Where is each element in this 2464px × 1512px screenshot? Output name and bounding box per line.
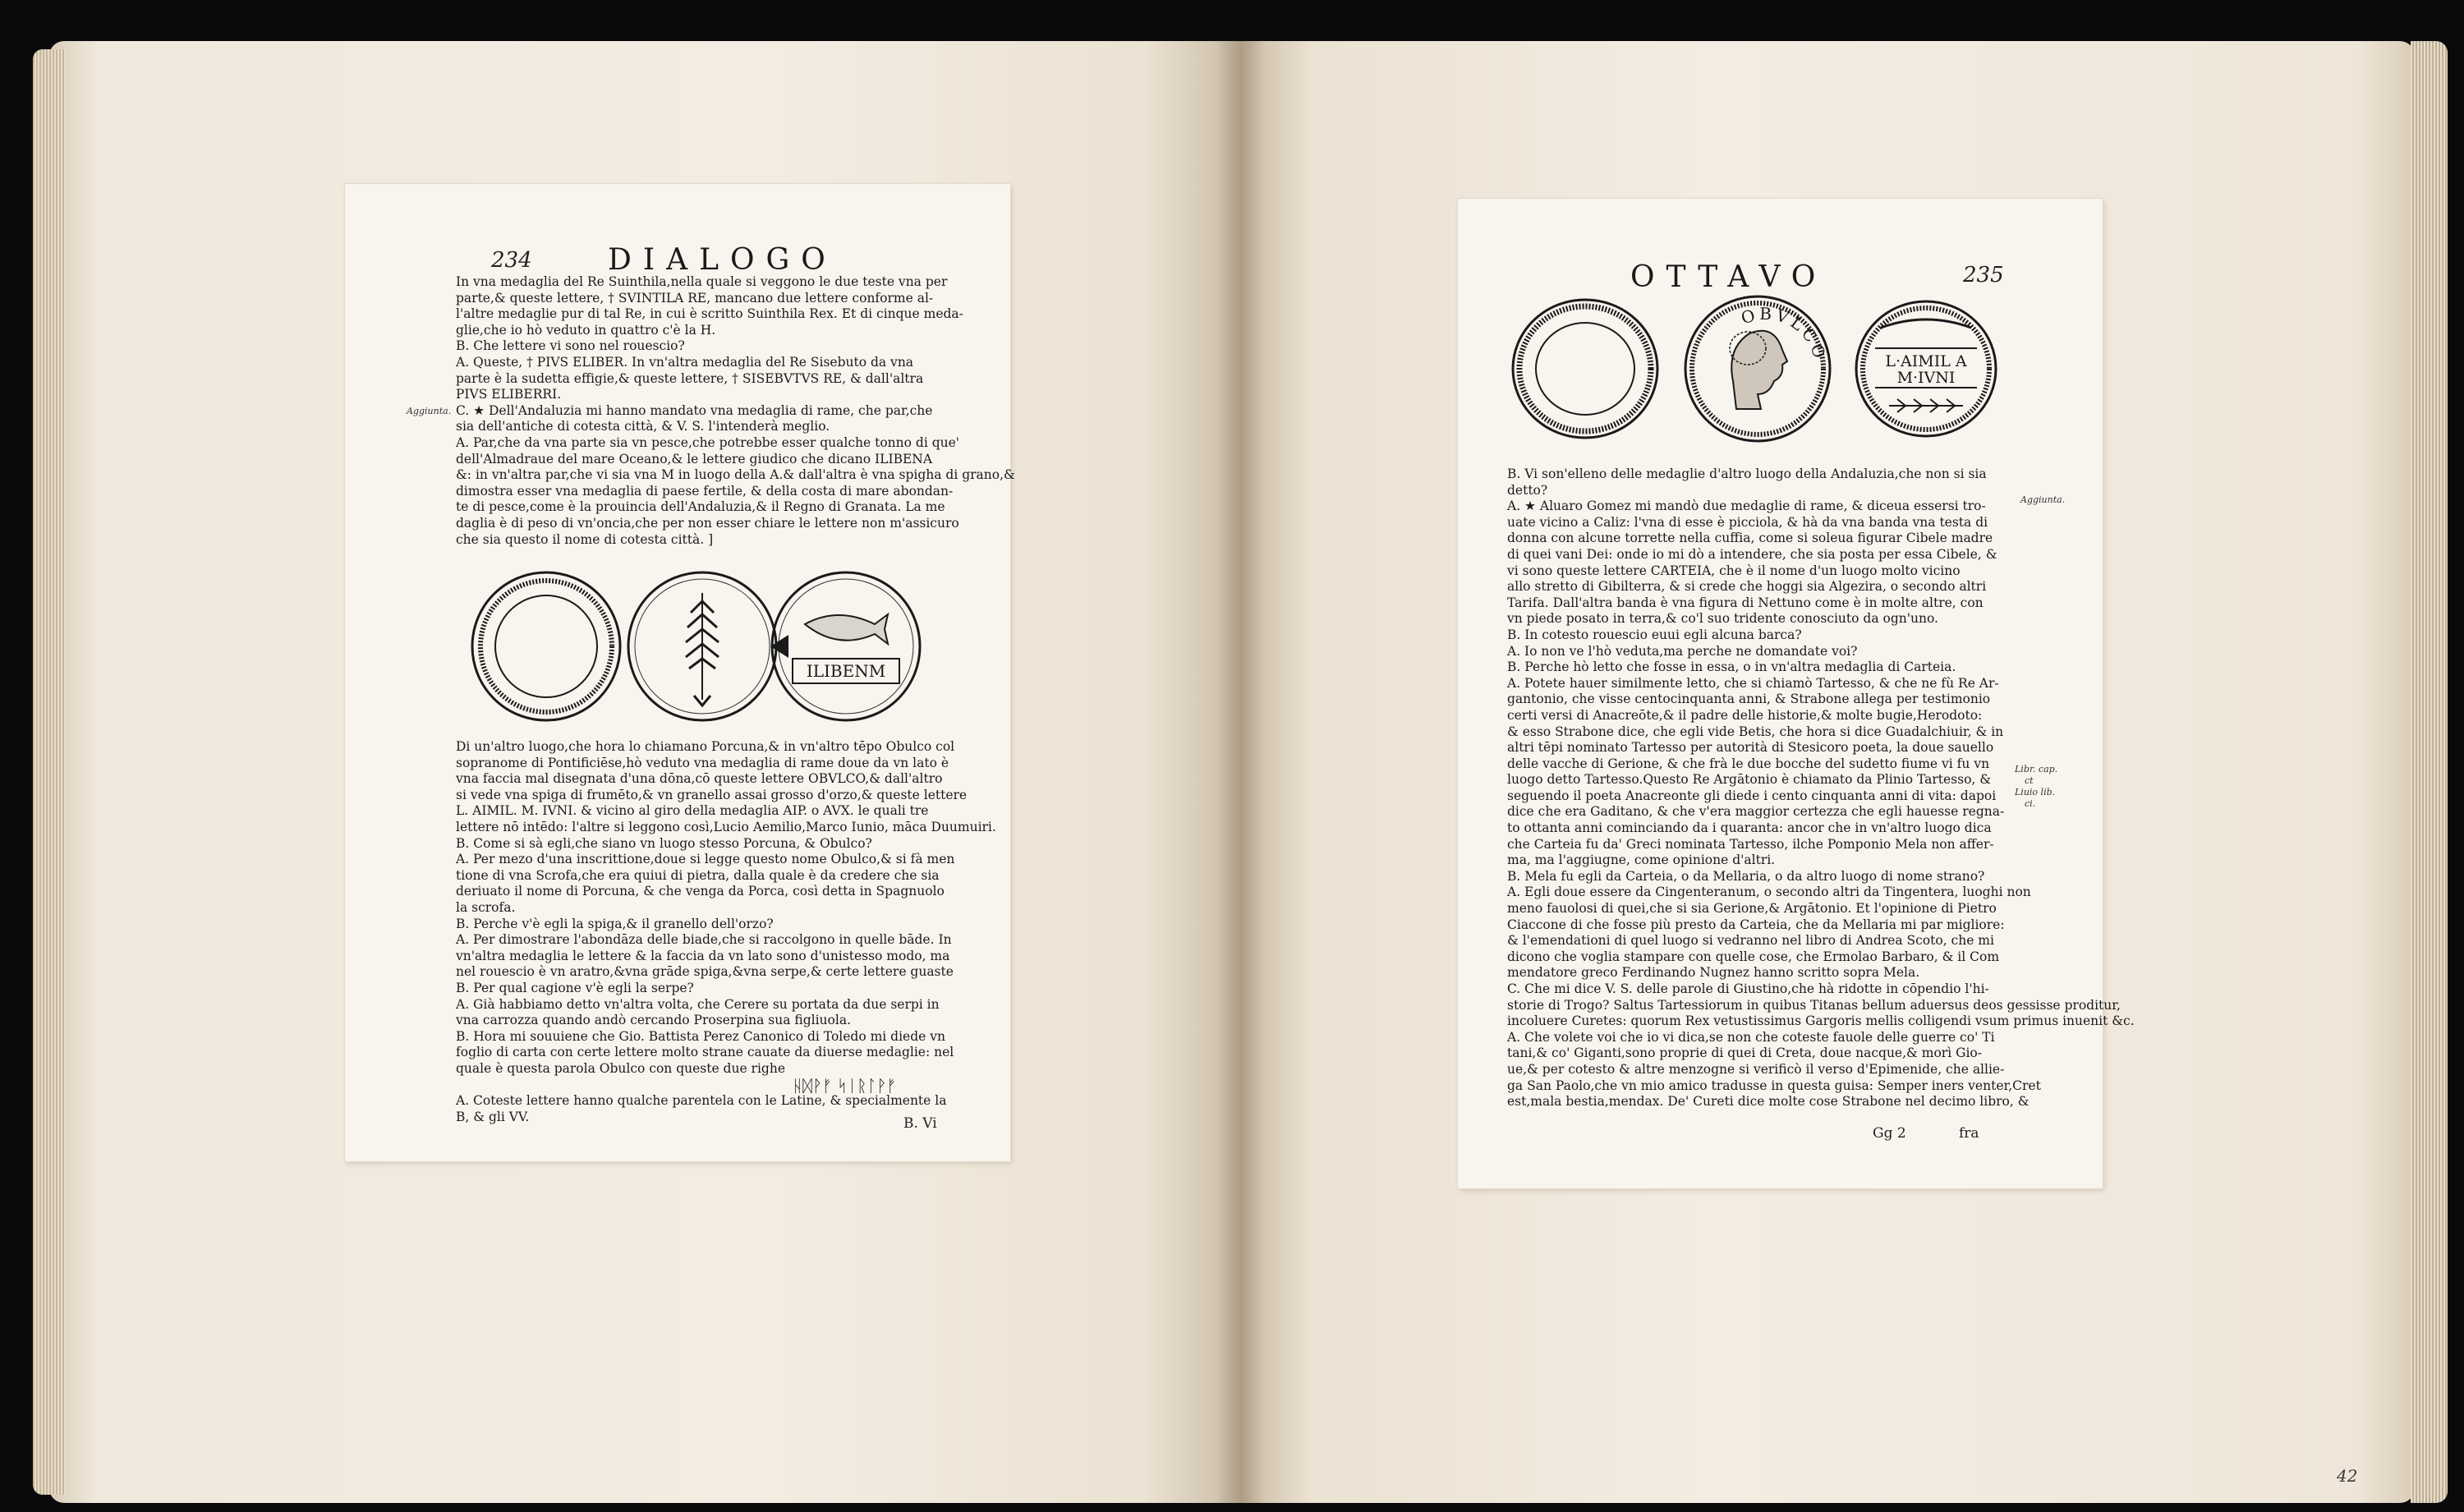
left-margin-note: Aggiunta. [407,406,452,416]
text-line: vn piede posato in terra,& co'l suo tridente conosciuto da ogn'uno. [1507,611,1938,627]
right-printed-plate [1458,199,2135,1188]
text-line: gantonio, che visse centocinquanta anni, & Strabone allega per testimonio [1507,692,1991,707]
text-line: Di un'altro luogo,che hora lo chiamano Porcuna,& in vn'altro tēpo Obulco col [456,739,955,754]
text-line: Tarifa. Dall'altra banda è vna figura di Nettuno come è in molte altre, con [1507,595,1984,610]
text-line: quale è questa parola Obulco con queste due righe [456,1060,786,1076]
text-line: A. Potete hauer similmente letto, che si chiamò Tartesso, & che ne fù Re Ar- [1507,675,1999,691]
text-line: nel rouescio è vn aratro,&vna grāde spiga,&vna serpe,& certe lettere guaste [456,964,954,980]
text-line: donna con alcune torrette nella cuffia, come si soleua figurar Cibele madre [1507,531,1993,546]
text-line: la scrofa. [456,899,516,915]
right-margin-note-1: Aggiunta. [2020,494,2066,505]
right-margin-note-5: ci. [2025,798,2036,809]
text-line: seguendo il poeta Anacreonte gli diede i cento cinquanta anni di vita: dapoi [1507,788,1997,803]
text-line: uate vicino a Caliz: l'vna di esse è picciola, & hà da vna banda vna testa di [1507,514,1988,530]
right-coin-legend-2: M·IVNI [1896,369,1956,387]
left-coin-plate [468,560,928,733]
text-line: B. Perche hò letto che fosse in essa, o in vn'altra medaglia di Carteia. [1507,659,1956,675]
text-line: detto? [1507,482,1548,498]
strange-letters-sample: ᚺᛞᚹᚠ ᛋᛁᚱᛚᚹᚠ [793,1076,897,1096]
text-line: vn'altra medaglia le lettere & la faccia da vn lato sono d'unistesso modo, ma [456,948,950,963]
text-line: tione di vna Scrofa,che era quiui di pietra, dalla quale è da credere che sia [456,867,940,883]
text-line: C. Che mi dice V. S. delle parole di Giustino,che hà ridotte in cōpendio l'hi- [1507,981,1989,996]
folio-number: 42 [2337,1466,2358,1486]
left-text-bottom [456,739,996,1125]
left-coin-legend: ILIBENM [806,661,886,681]
text-line: tani,& co' Giganti,sono proprie di quei di Creta, doue nacque,& morì Gio- [1507,1046,1982,1061]
text-line: ma, ma l'aggiugne, come opinione d'altri. [1507,853,1776,868]
plain-coin [472,572,620,720]
text-line: altri tēpi nominato Tartesso per autorità di Stesicoro poeta, la doue sauello [1507,740,1994,756]
text-line: A. Io non ve l'hò veduta,ma perche ne domandate voi? [1507,643,1858,659]
left-page-number: 234 [491,248,532,273]
text-line: A. Egli doue essere da Cingenteranum, o secondo altri da Tingentera, luoghi non [1507,885,2031,900]
text-line: vna faccia mal disegnata d'una dōna,cō queste lettere OBVLCO,& dall'altro [456,771,943,787]
text-line: sia dell'antiche di cotesta città, & V. S. l'intenderà meglio. [456,419,830,434]
text-line: dice che era Gaditano, & che v'era maggior certezza che egli hauesse regna- [1507,804,2005,820]
text-line: L. AIMIL. M. IVNI. & vicino al giro della medaglia AIP. o AVX. le quali tre [456,803,929,819]
right-coin-plate [1507,291,2000,447]
text-line: A. Per dimostrare l'abondāza delle biade,che si raccolgono in quelle bāde. In [456,932,952,948]
text-line: & l'emendationi di quel luogo si vedranno nel libro di Andrea Scoto, che mi [1507,933,1994,949]
text-line: B. Come si sà egli,che siano vn luogo stesso Porcuna, & Obulco? [456,835,872,851]
right-margin-note-2: Libr. cap. [2015,764,2058,774]
left-printed-plate [345,184,1015,1161]
text-line: deriuato il nome di Porcuna, & che venga da Porca, così detta in Spagnuolo [456,884,945,899]
text-line: vi sono queste lettere CARTEIA, che è il nome d'un luogo molto vicino [1507,563,1961,578]
text-line: foglio di carta con certe lettere molto strane cauate da diuerse medaglie: nel [456,1045,954,1060]
text-line: B. Per qual cagione v'è egli la serpe? [456,980,694,995]
text-line: & esso Strabone dice, che egli vide Betis, che hora si dice Guadalchiuir, & in [1507,724,2004,739]
left-text-top [456,274,1015,548]
text-line: B. Hora mi souuiene che Gio. Battista Perez Canonico di Toledo mi diede vn [456,1028,945,1044]
right-running-head: OTTAVO [1630,260,1827,294]
right-margin-note-4: Liuio lib. [2015,787,2056,797]
text-line: luogo detto Tartesso.Questo Re Argātonio è chiamato da Plinio Tartesso, & [1507,772,1992,788]
plain-coin-right [1513,300,1657,438]
text-line: di quei vani Dei: onde io mi dò a intendere, che sia posta per essa Cibele, & [1507,546,1997,562]
text-line: B. Perche v'è egli la spiga,& il granello dell'orzo? [456,916,774,931]
text-line: certi versi di Anacreōte,& il padre delle historie,& molte bugie,Herodoto: [1507,707,1983,723]
text-line: si vede vna spiga di frumēto,& vn granello assai grosso d'orzo,& queste lettere [456,787,968,802]
text-line: che Carteia fu da' Greci nominata Tartesso, ilche Pomponio Mela non affer- [1507,836,1994,852]
right-signature: Gg 2 [1873,1125,1906,1142]
right-catchword: fra [1959,1125,1979,1142]
text-line: to ottanta anni cominciando da i quaranta: ancor che in vn'altro luogo dica [1507,820,1992,836]
text-line: B, & gli VV. [456,1109,530,1124]
right-coin-legend-1: L·AIMIL A [1885,352,1967,370]
text-line: incoluere Curetes: quorum Rex vetustissimus Gargoris mellis colligendi vsum primus inuenit &c. [1507,1013,2135,1029]
text-line: delle vacche di Gerione, & che frà le due bocche del sudetto fiume vi fu vn [1507,756,1990,771]
text-line: B. Vi son'elleno delle medaglie d'altro luogo della Andaluzia,che non si sia [1507,466,1987,481]
text-line: In vna medaglia del Re Suinthila,nella quale si veggono le due teste vna per [456,274,948,289]
text-line: daglia è di peso di vn'oncia,che per non esser chiare le lettere non m'assicuro [456,515,959,531]
text-line: A. Che volete voi che io vi dica,se non che coteste fauole delle guerre co' Ti [1507,1029,1995,1045]
text-line: C. ★ Dell'Andaluzia mi hanno mandato vna medaglia di rame, che par,che [456,402,933,418]
text-line: parte è la sudetta effigie,& queste lettere, † SISEBVTVS RE, & dall'altra [456,370,924,386]
right-page-edges [2411,41,2448,1503]
text-line: che sia questo il nome di cotesta città. ] [456,531,714,547]
text-line: storie di Trogo? Saltus Tartessiorum in quibus Titanas bellum aduersus deos gessisse proditur, [1507,997,2121,1013]
text-line: mendatore greco Ferdinando Nugnez hanno scritto sopra Mela. [1507,965,1920,981]
text-line: l'altre medaglie pur di tal Re, in cui è scritto Suinthila Rex. Et di cinque meda- [456,306,963,322]
book-gutter [1216,41,1265,1503]
text-line: sopranome di Pontificiēse,hò veduto vna medaglia di rame doue da vn lato è [456,755,949,770]
text-line: glie,che io hò veduto in quattro c'è la H. [456,322,716,338]
left-page-edges [33,49,66,1495]
text-line: est,mala bestia,mendax. De' Cureti dice molte cose Strabone nel decimo libro, & [1507,1094,2030,1110]
wheat-coin [628,572,776,720]
text-line: A. Par,che da vna parte sia vn pesce,che potrebbe esser qualche tonno di que' [456,434,960,450]
head-coin [1685,296,1831,441]
text-line: A. ★ Aluaro Gomez mi mandò due medaglie di rame, & diceua essersi tro- [1507,499,1986,514]
text-line: B. Mela fu egli da Carteia, o da Mellaria, o da altro luogo di nome strano? [1507,868,1985,884]
text-line: allo stretto di Gibilterra, & si crede che hoggi sia Algezira, o secondo altri [1507,579,1987,595]
text-line: dicono che voglia stampare con quelle cose, che Ermolao Barbaro, & il Com [1507,949,2000,964]
right-page-number: 235 [1963,263,2004,287]
text-line: parte,& queste lettere, † SVINTILA RE, mancano due lettere conforme al- [456,290,934,306]
text-line: PIVS ELIBERRI. [456,387,562,402]
fish-coin [772,572,920,720]
text-line: ue,& per cotesto & altre menzogne si verificò il verso d'Epimenide, che allie- [1507,1061,2005,1077]
right-margin-note-3: ct [2025,775,2034,786]
text-line: dell'Almadraue del mare Oceano,& le lettere giudico che dicano ILIBENA [456,451,933,466]
left-running-head: DIALOGO [608,243,837,277]
right-coin-arc-legend: OBVLCO [1738,303,1831,364]
text-line: A. Coteste lettere hanno qualche parentela con le Latine, & specialmente la [456,1093,947,1109]
left-catchword: B. Vi [903,1115,937,1132]
text-line: A. Già habbiamo detto vn'altra volta, che Cerere su portata da due serpi in [456,996,940,1012]
text-line: B. In cotesto rouescio euui egli alcuna barca? [1507,627,1802,642]
text-line: A. Queste, † PIVS ELIBER. In vn'altra medaglia del Re Sisebuto da vna [456,354,914,370]
legend-coin [1856,301,1996,436]
text-line: ga San Paolo,che vn mio amico tradusse in questa guisa: Semper iners venter,Cret [1507,1078,2041,1093]
text-line: B. Che lettere vi sono nel rouescio? [456,338,685,354]
text-line: te di pesce,come è la prouincia dell'Andaluzia,& il Regno di Granata. La me [456,499,945,515]
text-line: &: in vn'altra par,che vi sia vna M in luogo della A.& dall'altra è vna spigha di grano,& [456,467,1015,483]
text-line: lettere nō intēdo: l'altre si leggono così,Lucio Aemilio,Marco Iunio, māca Duumuiri. [456,819,996,834]
text-line: meno fauolosi di quei,che si sia Gerione,& Argātonio. Et l'opinione di Pietro [1507,901,1997,917]
text-line: vna carrozza quando andò cercando Proserpina sua figliuola. [456,1013,851,1028]
text-line: dimostra esser vna medaglia di paese fertile, & della costa di mare abondan- [456,483,954,499]
text-line: A. Per mezo d'una inscrittione,doue si legge questo nome Obulco,& si fà men [456,852,955,867]
text-line: Ciaccone di che fosse più presto da Carteia, che da Mellaria mi par migliore: [1507,917,2005,932]
